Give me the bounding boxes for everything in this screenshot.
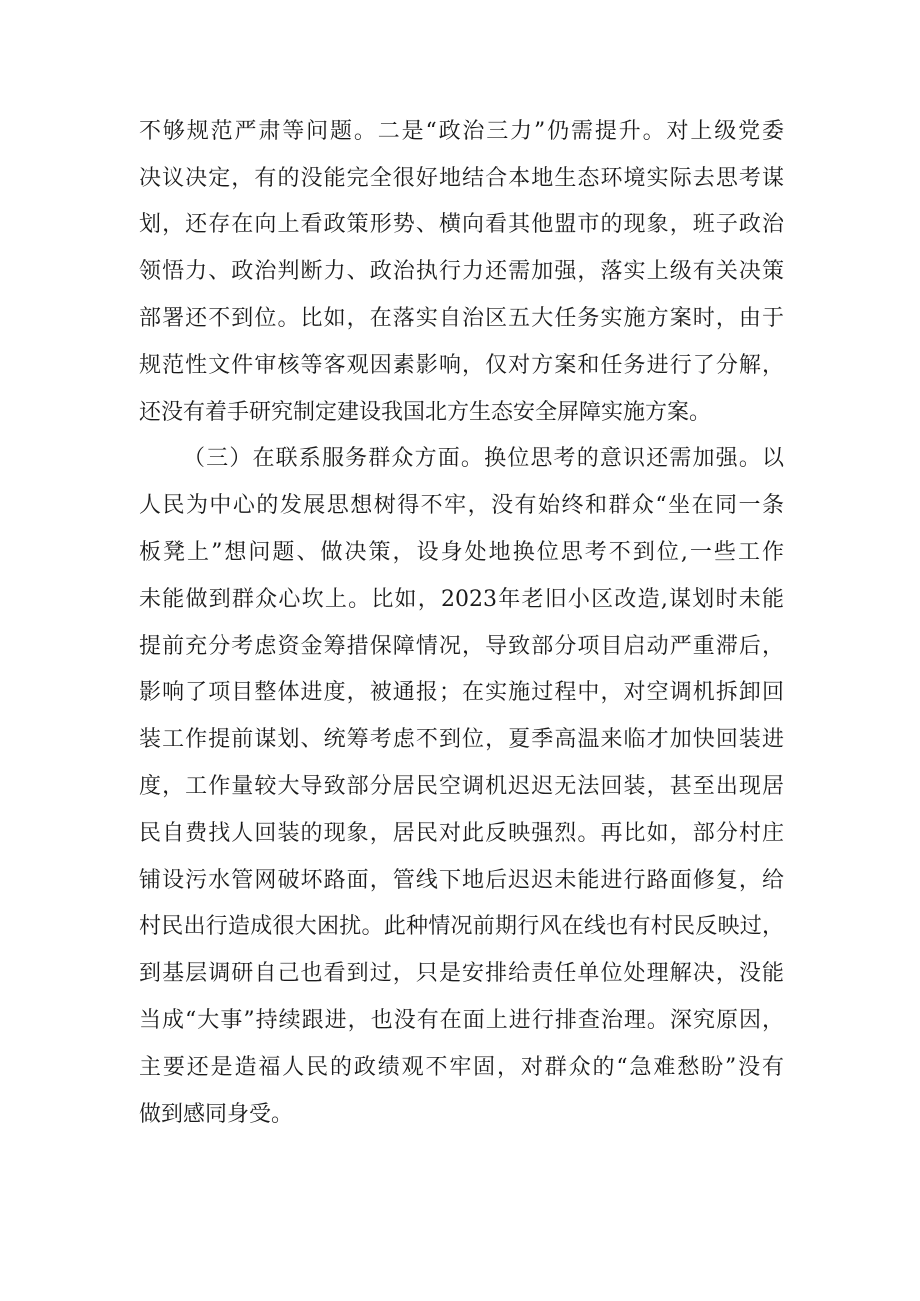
text-line: 当成“大事”持续跟进，也没有在面上进行排查治理。深究原因， [139, 1007, 784, 1033]
text-line: 村民出行造成很大困扰。此种情况前期行风在线也有村民反映过， [139, 914, 784, 940]
text-line: 未能做到群众心坎上。比如，2023年老旧小区改造,谋划时未能 [139, 586, 784, 612]
text-line: 主要还是造福人民的政绩观不牢固，对群众的“急难愁盼”没有 [139, 1054, 784, 1080]
text-line: 规范性文件审核等客观因素影响，仅对方案和任务进行了分解， [139, 352, 784, 378]
text-line: 提前充分考虑资金筹措保障情况，导致部分项目启动严重滞后， [139, 633, 784, 659]
text-line: 到基层调研自己也看到过，只是安排给责任单位处理解决，没能 [139, 961, 784, 987]
text-line: 装工作提前谋划、统筹考虑不到位，夏季高温来临才加快回装进 [139, 727, 784, 753]
text-line: 民自费找人回装的现象，居民对此反映强烈。再比如，部分村庄 [139, 820, 784, 846]
text-line: 领悟力、政治判断力、政治执行力还需加强，落实上级有关决策 [139, 259, 784, 285]
text-line: 板凳上”想问题、做决策，设身处地换位思考不到位,一些工作 [139, 539, 784, 565]
text-line: 部署还不到位。比如，在落实自治区五大任务实施方案时，由于 [139, 305, 784, 331]
body-text [139, 108, 784, 1138]
text-line: 度，工作量较大导致部分居民空调机迟迟无法回装，甚至出现居 [139, 773, 784, 799]
text-line: 做到感同身受。 [139, 1101, 294, 1127]
text-line: 铺设污水管网破坏路面，管线下地后迟迟未能进行路面修复，给 [139, 867, 784, 893]
text-line: 划，还存在向上看政策形势、横向看其他盟市的现象，班子政治 [139, 212, 784, 238]
text-line: 影响了项目整体进度，被通报；在实施过程中，对空调机拆卸回 [139, 680, 784, 706]
text-line: 人民为中心的发展思想树得不牢，没有始终和群众“坐在同一条 [139, 493, 784, 519]
section-heading-line: （三）在联系服务群众方面。换位思考的意识还需加强。以 [183, 446, 784, 472]
text-line: 决议决定，有的没能完全很好地结合本地生态环境实际去思考谋 [139, 165, 784, 191]
text-line: 还没有着手研究制定建设我国北方生态安全屏障实施方案。 [139, 399, 712, 425]
text-line: 不够规范严肃等问题。二是“政治三力”仍需提升。对上级党委 [139, 118, 784, 144]
